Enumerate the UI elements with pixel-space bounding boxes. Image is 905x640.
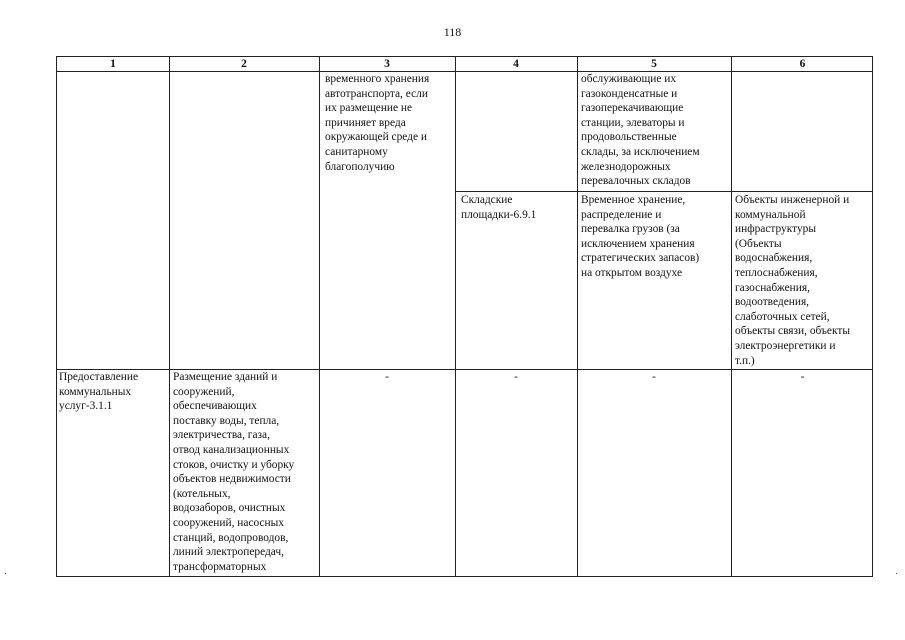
row1-auxiliary-objects-b: Объекты инженерной и коммунальной инфраструктуры (Объекты водоснабжения, теплоснабжения, газоснабжения, водоотведения, слаботочных сетей, объекты связи, объекты электроэнергетики и т.п.) [735, 194, 850, 367]
column-header-1: 1 [110, 58, 116, 70]
right-edge-mark: ․ [895, 566, 899, 576]
column-header-6: 6 [799, 58, 806, 70]
column-header-2: 2 [241, 58, 247, 70]
column-header-4: 4 [513, 58, 519, 70]
column-divider [731, 57, 732, 576]
page-number: 118 [443, 25, 462, 39]
row2-use-description: Размещение зданий и сооружений, обеспечивающих поставку воды, тепла, электричества, газа, отвод канализационных стоков, очистку и уборку объектов недвижимости (котельных, водозаборов, очистных сооружений, насосных станций, водопроводов, линий электропередач, трансформаторных [173, 371, 295, 573]
row2-permitted-use: Предоставление коммунальных услуг-3.1.1 [59, 371, 139, 413]
row2-col3-empty-dash: - [385, 371, 389, 383]
row1-conditional-use-description: временного хранения автотранспорта, если их размещение не причиняет вреда окружающей среде и санитарному благополучию [325, 73, 430, 173]
left-edge-mark: ․ [4, 566, 8, 576]
row1-auxiliary-description-b: Временное хранение, распределение и перевалка грузов (за исключением хранения стратегических запасов) на открытом воздухе [581, 194, 700, 279]
column-divider [319, 57, 320, 576]
regulations-table [56, 56, 873, 577]
row1-auxiliary-use-b: Складские площадки-6.9.1 [461, 194, 537, 221]
column-divider [455, 57, 456, 576]
column-header-5: 5 [651, 58, 657, 70]
column-header-3: 3 [384, 58, 390, 70]
row2-col6-empty-dash: - [800, 371, 805, 383]
column-divider [577, 57, 578, 576]
row1-auxiliary-description-a: обслуживающие их газоконденсатные и газоперекачивающие станции, элеваторы и продовольственные склады, за исключением железнодорожных перевалочных складов [581, 73, 700, 188]
row2-col5-empty-dash: - [652, 371, 656, 383]
column-divider [169, 57, 170, 576]
row2-col4-empty-dash: - [514, 371, 518, 383]
row-divider [455, 191, 872, 192]
header-divider [57, 71, 872, 72]
